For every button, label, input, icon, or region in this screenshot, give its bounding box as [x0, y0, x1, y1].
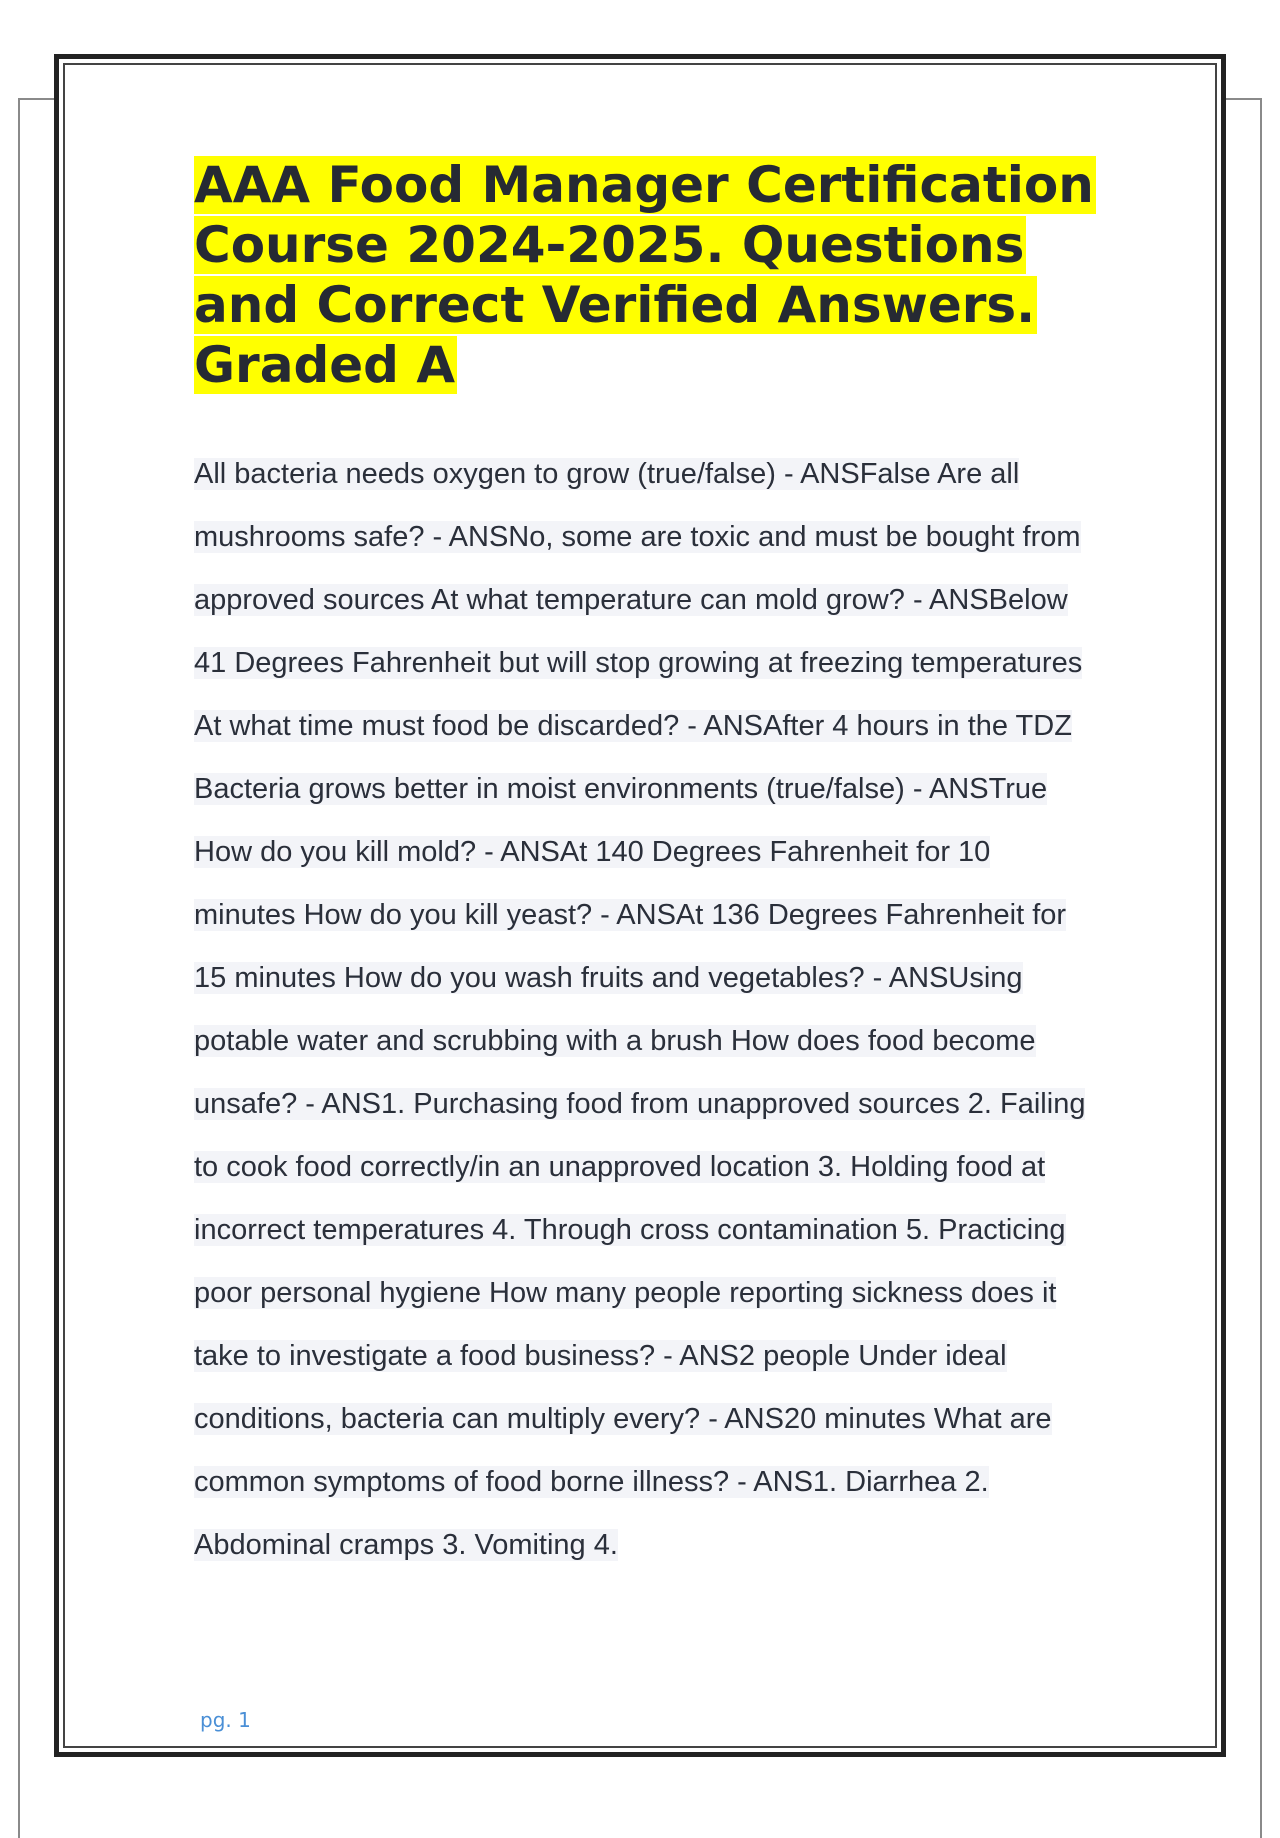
page-number: pg. 1 — [200, 1708, 251, 1732]
document-title — [194, 155, 1094, 395]
document-body-text: All bacteria needs oxygen to grow (true/false) - ANSFalse Are all mushrooms safe? - ANSNo, some are toxic and must be bought from approved sources At what temperature can mold grow? - ANSBelow 41 Degrees Fahrenheit but will stop growing at freezing temperatures At what time must food be discarded? - ANSAfter 4 hours in the TDZ Bacteria grows better in moist environments (true/false) - ANSTrue How do you kill mold? - ANSAt 140 Degrees Fahrenheit for 10 minutes How do you kill yeast? - ANSAt 136 Degrees Fahrenheit for 15 minutes How do you wash fruits and vegetables? - ANSUsing potable water and scrubbing with a brush How does food become unsafe? - ANS1. Purchasing food from unapproved sources 2. Failing to cook food correctly/in an unapproved location 3. Holding food at incorrect temperatures 4. Through cross contamination 5. Practicing poor personal hygiene How many people reporting sickness does it take to investigate a food business? - ANS2 people Under ideal conditions, bacteria can multiply every? - ANS20 minutes What are common symptoms of food borne illness? - ANS1. Diarrhea 2. Abdominal cramps 3. Vomiting 4. — [194, 458, 1086, 1561]
document-content — [194, 155, 1094, 1577]
document-body — [194, 443, 1089, 1577]
document-title-text: AAA Food Manager Certification Course 2024-2025. Questions and Correct Verified Answers. Graded A — [194, 156, 1094, 394]
